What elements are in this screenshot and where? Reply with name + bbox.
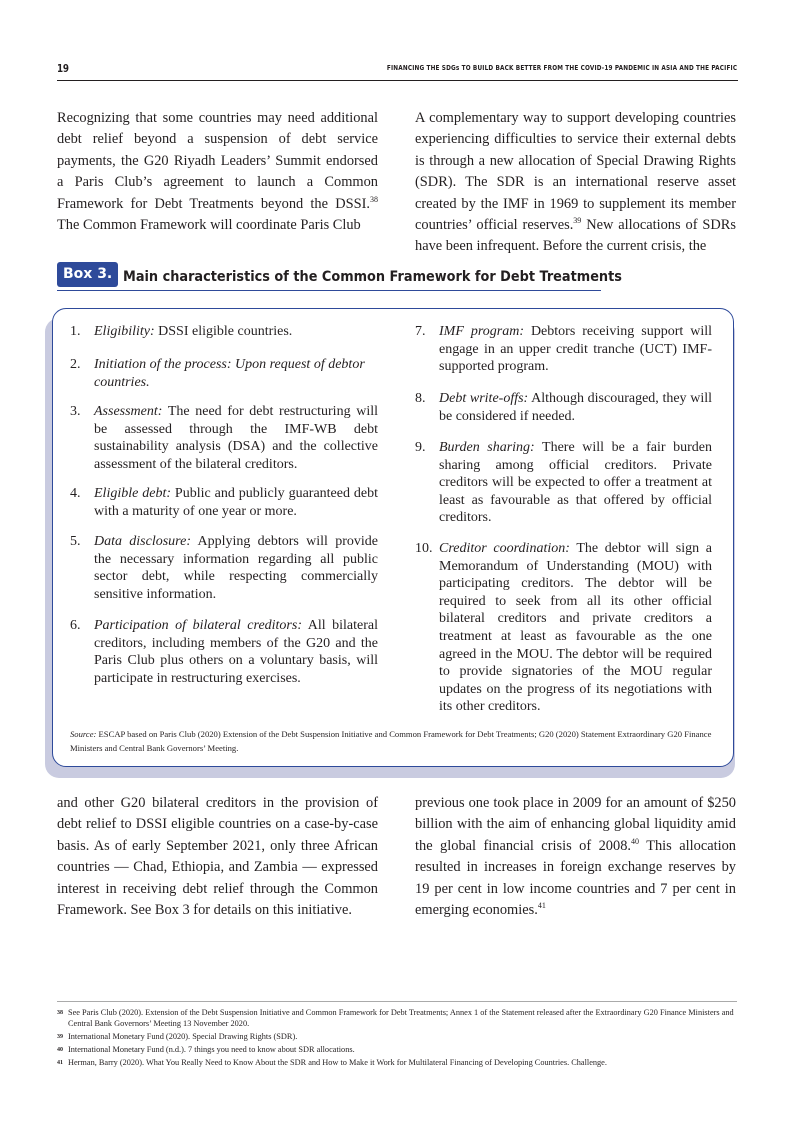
footnote-ref-41[interactable]: 41 [537, 901, 546, 911]
footnote-rule [57, 1001, 737, 1002]
footnote: 40 International Monetary Fund (n.d.). 7 things you need to know about SDR allocations. [57, 1045, 355, 1054]
box-source-note: Source: ESCAP based on Paris Club (2020) Extension of the Debt Suspension Initiative and Common Framework for Debt Treatments; G20 (2020) Statement Extraordinary G20 Finance Ministers and Central Bank Governors’ Meeting. [70, 729, 712, 753]
box-title: Main characteristics of the Common Framework for Debt Treatments [123, 269, 622, 285]
top-right-text: A complementary way to support developing countries experiencing difficulties to service their external debts is through a new allocation of Special Drawing Rights (SDR). The SDR is an international reserve asset created by the IMF in 1969 to supplement its member countries’ official reserves. [415, 110, 736, 234]
footnote-ref-39[interactable]: 39 [573, 216, 582, 226]
top-left-text-continued: The Common Framework will coordinate Paris Club [57, 217, 361, 234]
footnote-ref-40[interactable]: 40 [630, 837, 639, 847]
footnote-ref-38[interactable]: 38 [370, 194, 378, 204]
bottom-left-paragraph: and other G20 bilateral creditors in the provision of debt relief to DSSI eligible countries on a case-by-case basis. As of early September 2021, only three African countries — Chad, Ethiopia, and Zambia — expressed interest in receiving debt relief through the Common Framework. See Box 3 for details on this initiative. [57, 795, 378, 919]
bottom-right-paragraph: previous one took place in 2009 for an amount of $250 billion with the aim of enhancing global liquidity amid the global financial crisis of 2008.40 This allocation resulted in increases in foreign exchange reserves by 19 per cent in low income countries and 7 per cent in emerging economies.$^{41}$ [415, 795, 736, 919]
top-right-text-continued: New allocations of SDRs have been infrequent. Before the current crisis, the [415, 217, 736, 255]
page-number: 19 [57, 62, 69, 75]
top-left-text: Recognizing that some countries may need additional debt relief beyond a suspension of debt service payments, the G20 Riyadh Leaders’ Summit endorsed a Paris Club’s agreement to launch a Common Framework for Debt Treatments beyond the DSSI. [57, 110, 378, 212]
footnote: 38 See Paris Club (2020). Extension of the Debt Suspension Initiative and Common Framework for Debt Treatments; Annex 1 of the Statement released after the Extraordinary G20 Finance Ministers and Central Bank Governors’ Meeting 13 November 2020. [57, 1008, 734, 1028]
box-label: Box 3. [57, 262, 118, 287]
running-title: FINANCING THE SDGs TO BUILD BACK BETTER FROM THE COVID-19 PANDEMIC IN ASIA AND THE PACIFIC [386, 64, 737, 72]
box-list: 1. Eligibility: DSSI eligible countries. 2. Initiation of the process: Upon request of debtor countries. 3. Assessment: The need for debt restructuring will be assessed through the IMF-WB debt sustainability analysis (DSA) and the collective assessment of the bilateral creditors. 4. Eligible debt: Public and publicly guaranteed debt with a maturity of one year or more. 5. Data disclosure: Applying debtors will provide the necessary information regarding all public sector debt, while respecting commercially sensitive information. 6. Participation of bilateral creditors: All bilateral creditors, including members of the G20 and the Paris Club plus others on a voluntary basis, will participate in restructuring exercises. 7. IMF program: Debtors receiving support will engage in an upper credit tranche (UCT) IMF-supported program. 8. Debt write-offs: Although discouraged, they will be considered if needed. 9. Burden sharing: There will be a fair burden sharing among official creditors. Private creditors will be expected to offer a treatment at least as favourable as that offered by official creditors. 10. Creditor coordination: The debtor will sign a Memorandum of Understanding (MOU) with participating creditors. The debtor will be required to seek from all its other official bilateral creditors and private creditors a treatment at least as favourable as the one agreed in the MOU. The debtor will be required to provide signatories of the MOU regular updates on the progress of its negotiations with its other creditors. [70, 324, 713, 715]
footnote: 41 Herman, Barry (2020). What You Really Need to Know About the SDR and How to Make it Work for Multilateral Financing of Developing Countries. Challenge. [57, 1058, 607, 1067]
footnote: 39 International Monetary Fund (2020). Special Drawing Rights (SDR). [57, 1032, 298, 1041]
